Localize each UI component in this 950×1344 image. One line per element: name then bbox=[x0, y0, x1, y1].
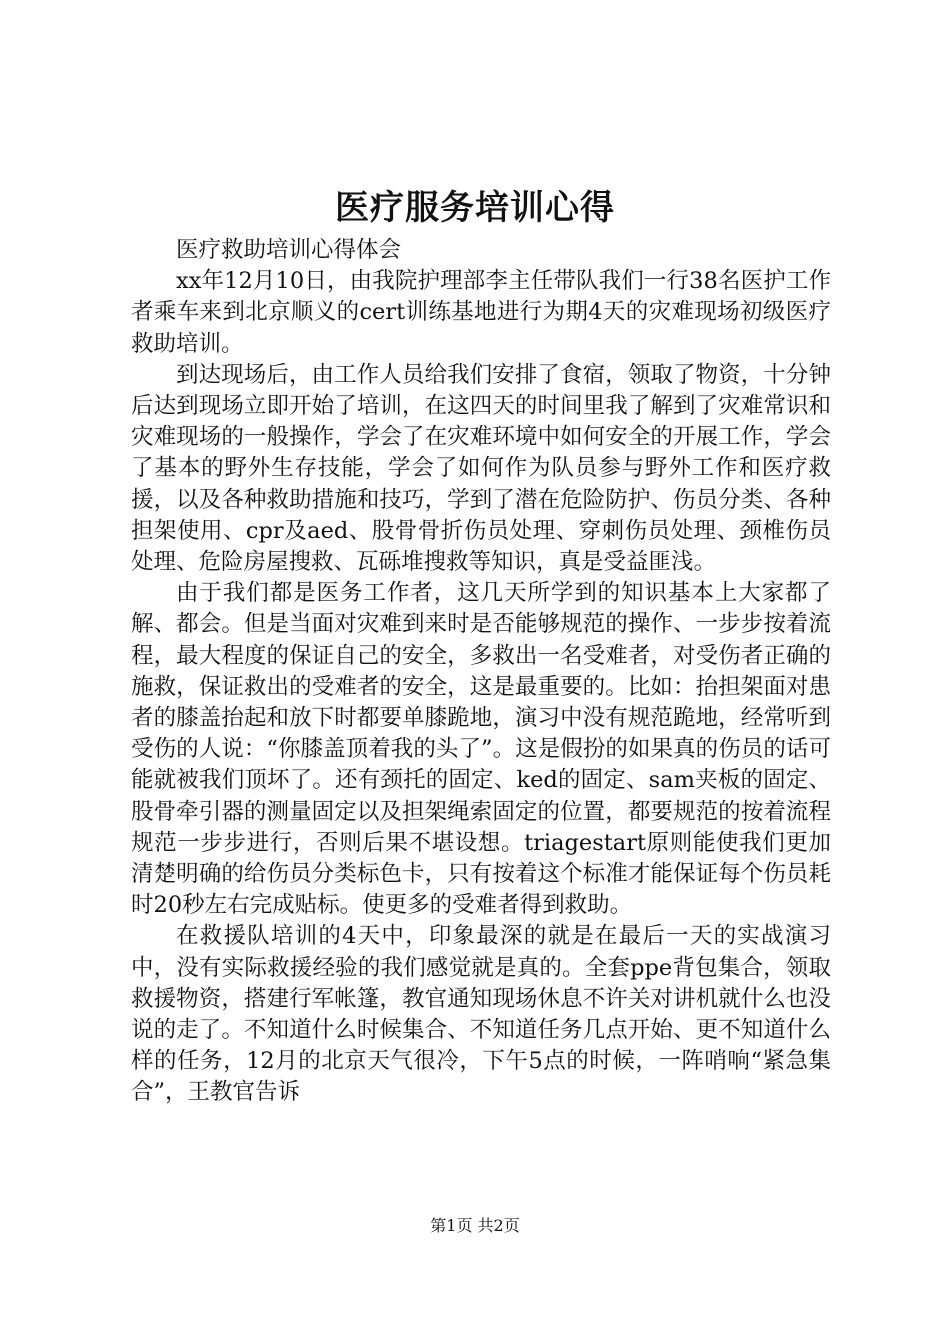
page-footer: 第1页 共2页 bbox=[430, 1216, 520, 1235]
document-body bbox=[131, 235, 831, 1109]
document-subtitle: 医疗救助培训心得体会 bbox=[176, 237, 402, 263]
document-title: 医疗服务培训心得 bbox=[335, 188, 615, 228]
paragraph-2: 到达现场后，由工作人员给我们安排了食宿，领取了物资，十分钟后达到现场立即开始了培训，在这四天的时间里我了解到了灾难常识和灾难现场的一般操作，学会了在灾难环境中如何安全的开展工作，学会了基本的野外生存技能，学会了如何作为队员参与野外工作和医疗救援，以及各种救助措施和技巧，学到了潜在危险防护、伤员分类、各种担架使用、cpr及aed、股骨骨折伤员处理、穿刺伤员处理、颈椎伤员处理、危险房屋搜救、瓦砾堆搜救等知识，真是受益匪浅。 bbox=[131, 361, 831, 576]
paragraph-3: 由于我们都是医务工作者，这几天所学到的知识基本上大家都了解、都会。但是当面对灾难到来时是否能够规范的操作、一步步按着流程，最大程度的保证自己的安全，多救出一名受难者，对受伤者正确的施救，保证救出的受难者的安全，这是最重要的。比如：抬担架面对患者的膝盖抬起和放下时都要单膝跪地，演习中没有规范跪地，经常听到受伤的人说：“你膝盖顶着我的头了”。这是假扮的如果真的伤员的话可能就被我们顶坏了。还有颈托的固定、ked的固定、sam夹板的固定、股骨牵引器的测量固定以及担架绳索固定的位置，都要规范的按着流程规范一步步进行，否则后果不堪设想。triagestart原则能使我们更加清楚明确的给伤员分类标色卡，只有按着这个标准才能保证每个伤员耗时20秒左右完成贴标。使更多的受难者得到救助。 bbox=[131, 580, 831, 919]
paragraph-1: xx年12月10日，由我院护理部李主任带队我们一行38名医护工作者乘车来到北京顺义的cert训练基地进行为期4天的灾难现场初级医疗救助培训。 bbox=[131, 268, 831, 357]
paragraph-4: 在救援队培训的4天中，印象最深的就是在最后一天的实战演习中，没有实际救援经验的我们感觉就是真的。全套ppe背包集合，领取救援物资，搭建行军帐篷，教官通知现场休息不许关对讲机就什么也没说的走了。不知道什么时候集合、不知道任务几点开始、更不知道什么样的任务，12月的北京天气很冷，下午5点的时候，一阵哨响“紧急集合”，王教官告诉 bbox=[131, 923, 831, 1106]
